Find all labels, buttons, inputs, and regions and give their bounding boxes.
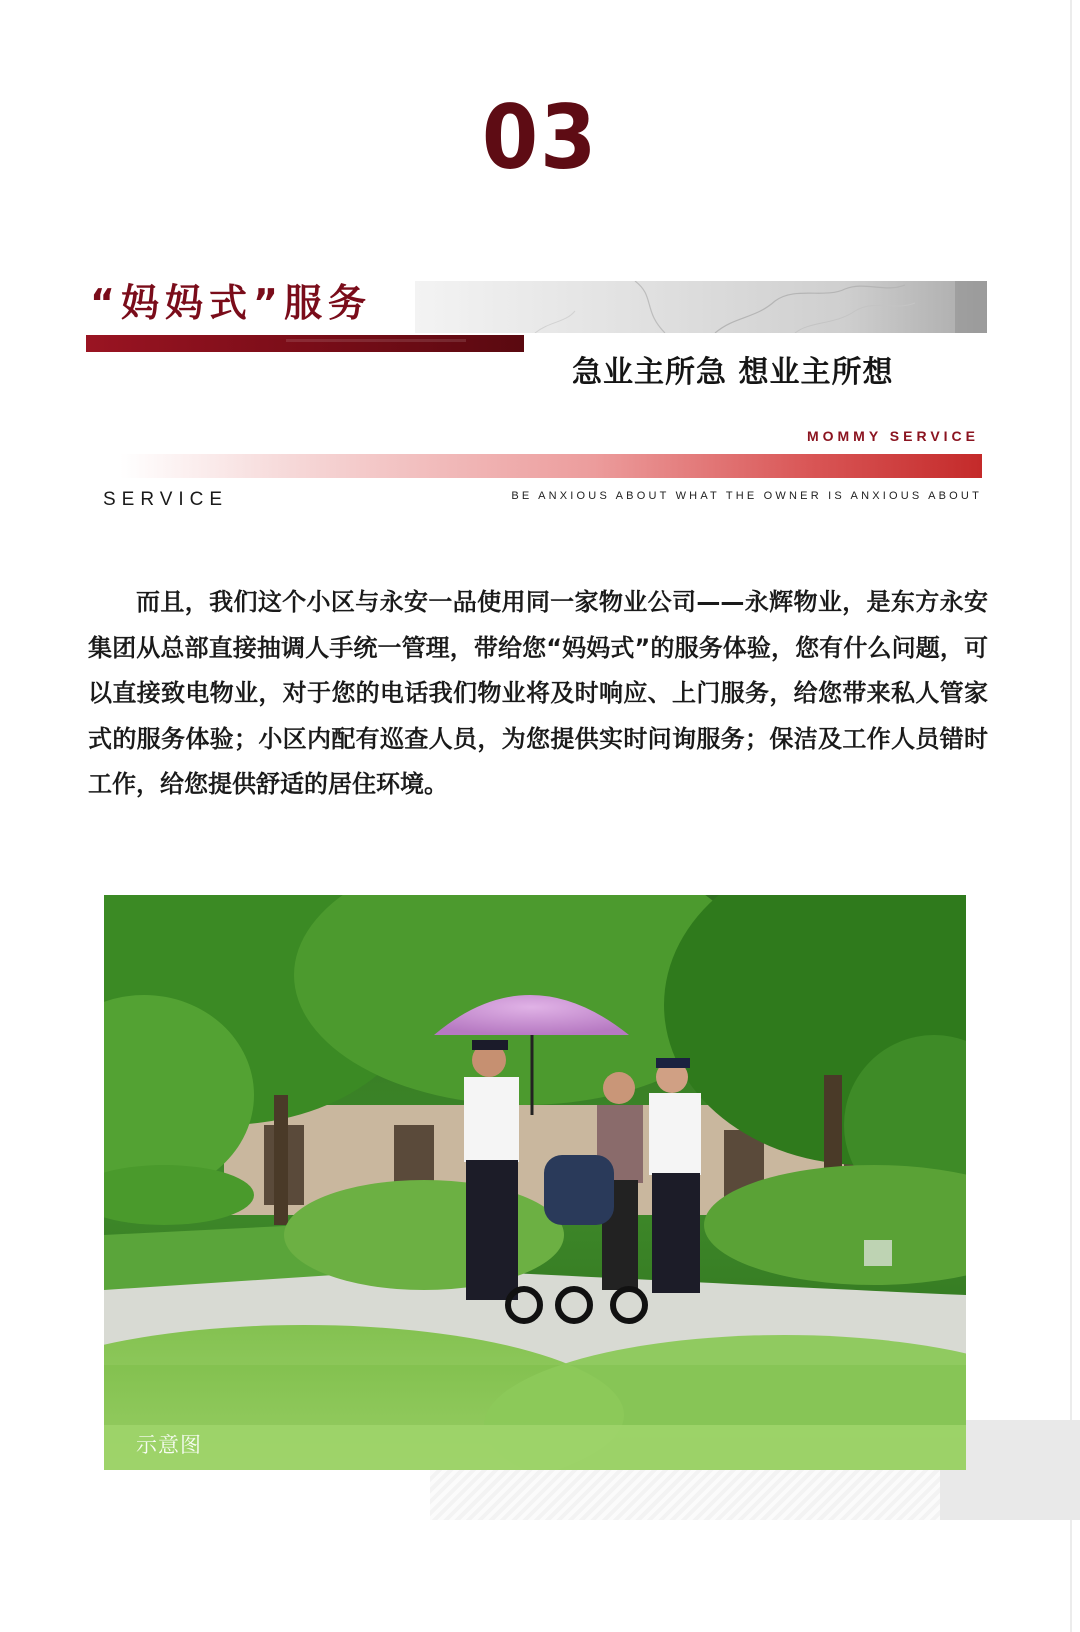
gradient-bar (120, 454, 982, 478)
banner-photo-strip (415, 281, 987, 333)
section-number: 03 (481, 86, 599, 189)
body-paragraph: 而且，我们这个小区与永安一品使用同一家物业公司——永辉物业，是东方永安集团从总部直接抽调人手统一管理，带给您“妈妈式”的服务体验，您有什么问题，可以直接致电物业，对于您的电话我们物业将及时响应、上门服务，给您带来私人管家式的服务体验；小区内配有巡查人员，为您提供实时问询服务；保洁及工作人员错时工作，给您提供舒适的居住环境。 (88, 588, 988, 798)
banner-terrain-graphic (415, 281, 987, 333)
mommy-service-label: MOMMY SERVICE (806, 428, 979, 444)
title-underline-bar (86, 335, 524, 352)
section-title: “妈妈式”服务 (90, 281, 372, 325)
english-subtitle: BE ANXIOUS ABOUT WHAT THE OWNER IS ANXIOUS ABOUT (511, 490, 982, 502)
photo-caption: 示意图 (136, 1433, 202, 1457)
slogan: 急业主所急 想业主所想 (572, 355, 894, 390)
service-label: SERVICE (103, 489, 229, 510)
service-photo (104, 895, 966, 1470)
right-edge-line (1070, 0, 1072, 1632)
photo-illustration (104, 895, 966, 1470)
